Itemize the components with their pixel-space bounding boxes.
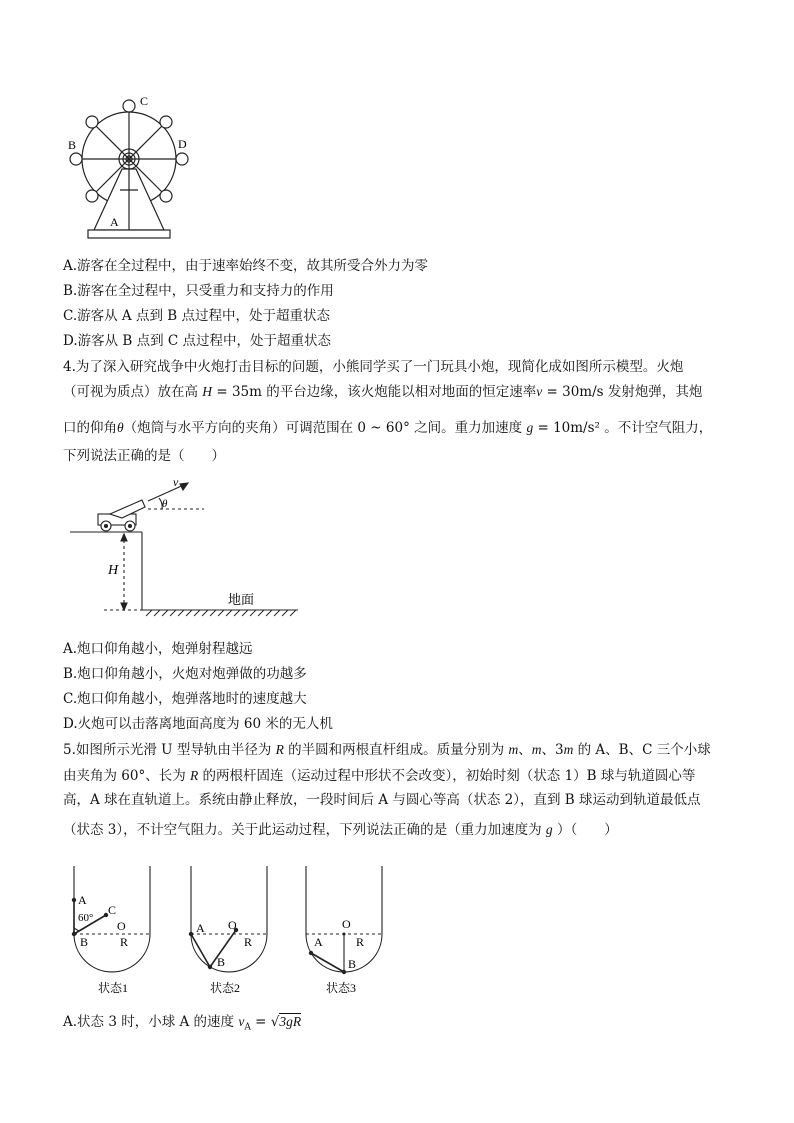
- ferris-wheel-figure: [60, 90, 210, 245]
- q3-option-a: A.游客在全过程中，由于速率始终不变，故其所受合外力为零: [63, 258, 429, 274]
- sqrt-symbol: √: [270, 1014, 280, 1030]
- q5-stem-line1: 5.如图所示光滑 U 型导轨由半径为 R 的半圆和两根直杆组成。质量分别为 m、m、3m 的 A、B、C 三个小球: [63, 742, 711, 758]
- s3-label-b: B: [348, 957, 357, 971]
- cannon-height-label: H: [108, 563, 119, 578]
- q5-stem-line2: 由夹角为 60°、长为 R 的两根杆固连（运动过程中形状不会改变），初始时刻（状态 1）B 球与轨道圆心等: [63, 768, 696, 784]
- s2-label-r: R: [244, 935, 253, 949]
- q5-stem-line3: 高，A 球在直轨道上。系统由静止释放，一段时间后 A 与圆心等高（状态 2），直到 B 球运动到轨道最低点: [63, 792, 701, 808]
- q3-option-d: D.游客从 B 点到 C 点过程中，处于超重状态: [63, 333, 332, 349]
- s3-label-r: R: [356, 935, 365, 949]
- s1-label-angle: 60°: [78, 912, 94, 924]
- s1-label-c: C: [108, 903, 117, 917]
- q3-option-b: B.游客在全过程中，只受重力和支持力的作用: [63, 283, 334, 299]
- state2-caption: 状态2: [210, 981, 241, 995]
- q4-option-d: D.火炮可以击落离地面高度为 60 米的无人机: [63, 716, 333, 732]
- q5-stem-line4: （状态 3），不计空气阻力。关于此运动过程，下列说法正确的是（重力加速度为 g ）（ ）: [63, 822, 618, 838]
- u-track-figure: [66, 862, 396, 1000]
- cannon-angle-label: θ: [162, 498, 168, 510]
- q4-option-c: C.炮口仰角越小，炮弹落地时的速度越大: [63, 691, 307, 707]
- s3-label-o: O: [342, 917, 351, 931]
- state3-caption: 状态3: [326, 981, 357, 995]
- s2-label-b: B: [217, 955, 226, 969]
- s3-label-a: A: [314, 935, 323, 949]
- s1-label-o: O: [117, 919, 126, 933]
- s2-label-o: O: [228, 918, 237, 932]
- q4-stem-line4: 下列说法正确的是（ ）: [63, 448, 225, 464]
- q4-stem-line1: 4.为了深入研究战争中火炮打击目标的问题，小熊同学买了一门玩具小炮，现简化成如图所示模型。火炮: [63, 359, 684, 375]
- ferris-label-a: A: [110, 215, 119, 229]
- s1-label-a: A: [78, 893, 87, 907]
- state1-caption: 状态1: [98, 981, 129, 995]
- cannon-figure: [66, 474, 306, 620]
- q4-option-b: B.炮口仰角越小，火炮对炮弹做的功越多: [63, 666, 307, 682]
- ferris-label-c: C: [140, 94, 149, 108]
- ferris-label-d: D: [178, 137, 187, 151]
- cannon-velocity-label: v: [173, 475, 179, 489]
- s1-label-b: B: [80, 935, 89, 949]
- q5-option-a: A.状态 3 时，小球 A 的速度 $v_A = √3gR$: [63, 1014, 302, 1033]
- q3-option-c: C.游客从 A 点到 B 点过程中，处于超重状态: [63, 308, 330, 324]
- cannon-ground-label: 地面: [228, 592, 255, 607]
- s2-label-a: A: [196, 921, 205, 935]
- ferris-label-b: B: [68, 138, 77, 152]
- q4-option-a: A.炮口仰角越小，炮弹射程越远: [63, 641, 253, 657]
- q4-stem-line2: （可视为质点）放在高 H = 35m 的平台边缘，该火炮能以相对地面的恒定速率v = 30m/s 发射炮弹，其炮: [63, 384, 703, 400]
- q4-stem-line3: 口的仰角θ（炮筒与水平方向的夹角）可调范围在 0 ~ 60° 之间。重力加速度 g = 10m/s² 。不计空气阻力，: [63, 420, 713, 436]
- s1-label-r: R: [120, 935, 129, 949]
